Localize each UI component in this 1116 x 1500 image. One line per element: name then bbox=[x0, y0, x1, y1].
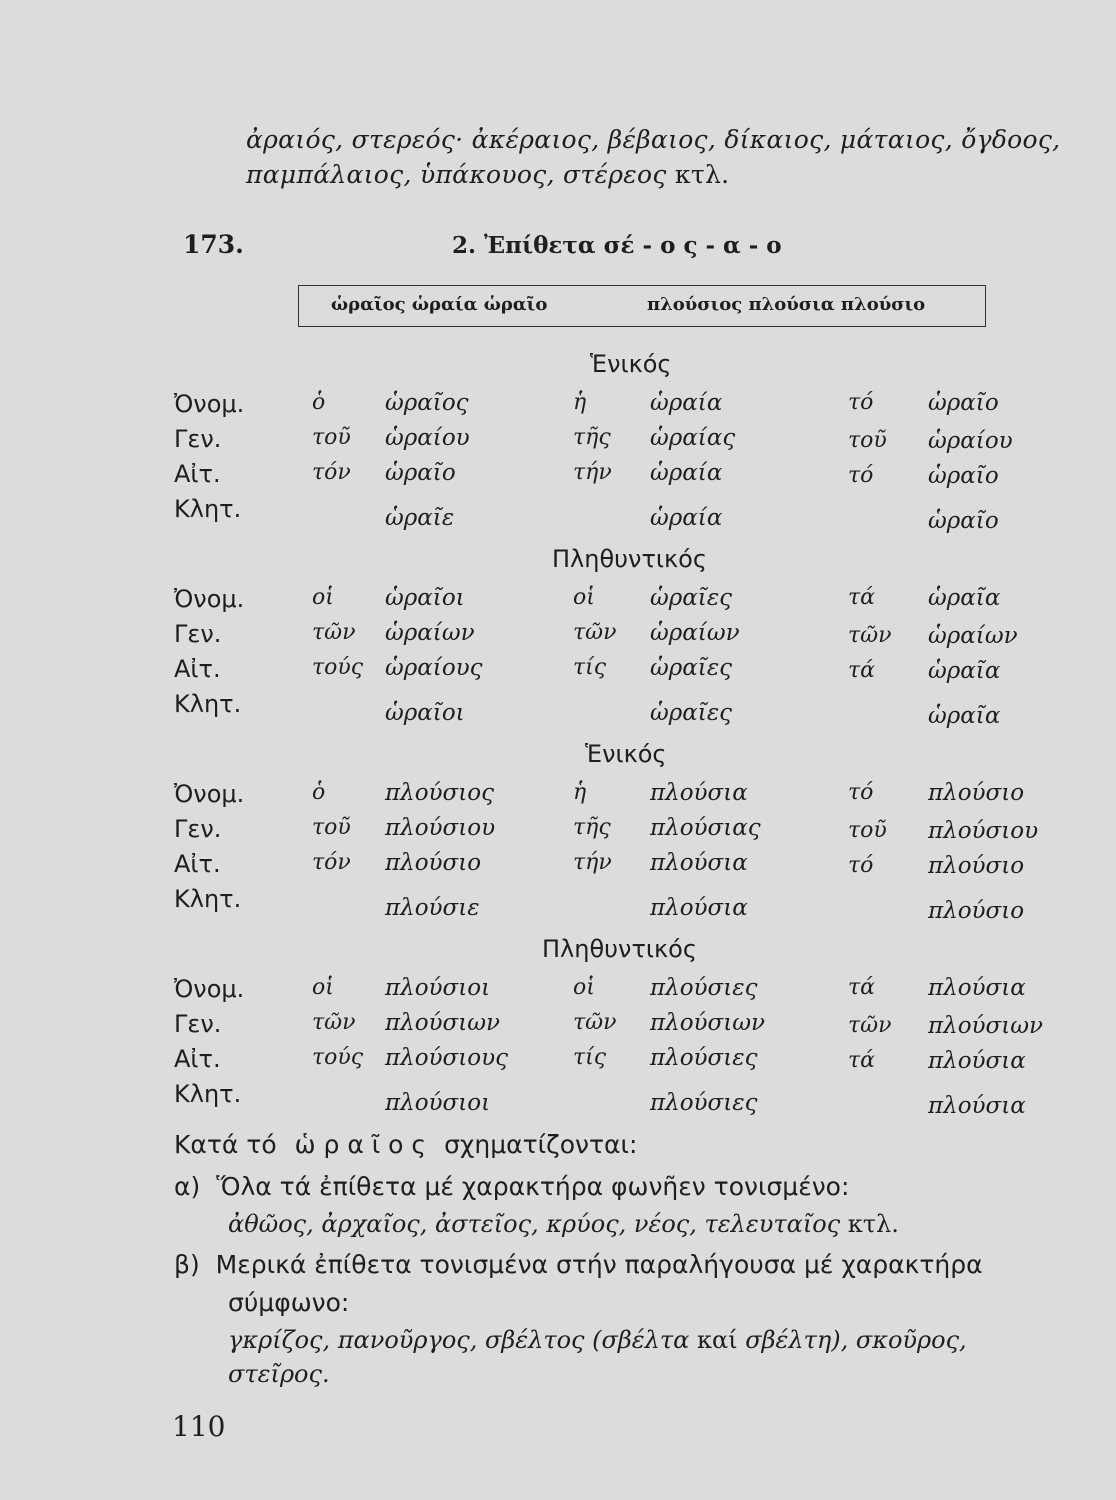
form-cell: ὡραῖα bbox=[928, 658, 1001, 684]
form-cell: πλούσιε bbox=[385, 895, 480, 921]
article-cell: τοῦ bbox=[848, 818, 887, 843]
article-cell: τό bbox=[848, 780, 874, 805]
article-cell: τῶν bbox=[573, 1010, 617, 1035]
rule-a-text: Ὅλα τά ἐπίθετα μέ χαρακτήρα φωνῆεν τονισμένο: bbox=[216, 1172, 850, 1201]
article-cell: οἱ bbox=[312, 585, 334, 610]
form-cell: πλούσια bbox=[928, 1048, 1026, 1074]
rule-b bbox=[174, 1250, 983, 1279]
form-cell: πλούσιων bbox=[650, 1010, 765, 1036]
case-label: Κλητ. bbox=[174, 885, 242, 913]
form-cell: ὡραίων bbox=[650, 620, 740, 646]
form-cell: ὡραῖος bbox=[385, 390, 469, 416]
case-label: Γεν. bbox=[174, 1010, 222, 1038]
form-cell: πλούσια bbox=[650, 780, 748, 806]
form-cell: πλούσιων bbox=[928, 1013, 1043, 1039]
form-cell: πλούσιες bbox=[650, 1090, 758, 1116]
form-cell: ὡραῖες bbox=[650, 700, 733, 726]
rule-a-examples bbox=[228, 1210, 899, 1238]
article-cell: τά bbox=[848, 1048, 876, 1073]
form-cell: ὡραῖο bbox=[928, 508, 999, 534]
number-header: Ἑνικός bbox=[585, 740, 667, 768]
rule-b-text-line2: σύμφωνο: bbox=[228, 1288, 350, 1317]
form-cell: ὡραῖα bbox=[928, 585, 1001, 611]
article-cell: τῶν bbox=[848, 623, 892, 648]
article-cell: οἱ bbox=[573, 975, 595, 1000]
form-cell: πλούσιος bbox=[385, 780, 494, 806]
rule-b-examples-a: γκρίζος, πανοῦργος, σβέλτος (σβέλτα bbox=[228, 1326, 690, 1354]
form-cell: ὡραίων bbox=[385, 620, 475, 646]
form-cell: ὡραῖοι bbox=[385, 585, 465, 611]
form-cell: ὡραῖες bbox=[650, 585, 733, 611]
article-cell: ἡ bbox=[573, 780, 587, 805]
form-cell: πλούσιου bbox=[928, 818, 1039, 844]
form-cell: πλούσιο bbox=[928, 853, 1025, 879]
case-label: Ὀνομ. bbox=[174, 390, 245, 418]
case-label: Αἰτ. bbox=[174, 1045, 221, 1073]
article-cell: τήν bbox=[573, 850, 612, 875]
case-label: Γεν. bbox=[174, 815, 222, 843]
article-cell: τῆς bbox=[573, 815, 611, 840]
case-label: Κλητ. bbox=[174, 690, 242, 718]
rules-intro-prefix: Κατά τό bbox=[174, 1130, 277, 1159]
article-cell: τήν bbox=[573, 460, 612, 485]
case-label: Ὀνομ. bbox=[174, 975, 245, 1003]
article-cell: τῶν bbox=[573, 620, 617, 645]
article-cell: τίς bbox=[573, 655, 607, 680]
form-cell: πλούσιο bbox=[928, 898, 1025, 924]
article-cell: ἡ bbox=[573, 390, 587, 415]
paradigm-box bbox=[298, 285, 986, 327]
form-cell: ὡραίους bbox=[385, 655, 483, 681]
form-cell: ὡραῖο bbox=[928, 463, 999, 489]
article-cell: τό bbox=[848, 390, 874, 415]
article-cell: ὁ bbox=[312, 780, 326, 805]
intro-line-2-suffix: κτλ. bbox=[674, 160, 730, 189]
case-label: Αἰτ. bbox=[174, 850, 221, 878]
form-cell: ὡραῖο bbox=[928, 390, 999, 416]
form-cell: ὡραῖοι bbox=[385, 700, 465, 726]
article-cell: τίς bbox=[573, 1045, 607, 1070]
article-cell: οἱ bbox=[573, 585, 595, 610]
rule-a-examples-words: ἀθῶος, ἀρχαῖος, ἀστεῖος, κρύος, νέος, τελευταῖος bbox=[228, 1210, 841, 1238]
form-cell: πλούσιους bbox=[385, 1045, 508, 1071]
rule-b-text-line1: Μερικά ἐπίθετα τονισμένα στήν παραλήγουσα μέ χαρακτήρα bbox=[215, 1250, 983, 1279]
form-cell: πλούσιο bbox=[385, 850, 482, 876]
intro-line-2-words: παμπάλαιος, ὑπάκουος, στέρεος bbox=[246, 160, 667, 189]
form-cell: ὡραίων bbox=[928, 623, 1018, 649]
article-cell: τῶν bbox=[312, 1010, 356, 1035]
case-label: Ὀνομ. bbox=[174, 585, 245, 613]
rule-b-examples-b: καί bbox=[696, 1326, 738, 1354]
form-cell: ὡραία bbox=[650, 460, 723, 486]
form-cell: ὡραίου bbox=[385, 425, 470, 451]
article-cell: τό bbox=[848, 853, 874, 878]
article-cell: ὁ bbox=[312, 390, 326, 415]
number-header: Πληθυντικός bbox=[552, 545, 707, 573]
form-cell: ὡραία bbox=[650, 505, 723, 531]
rule-b-examples-line2: στεῖρος. bbox=[228, 1360, 330, 1388]
form-cell: ὡραίου bbox=[928, 428, 1013, 454]
form-cell: πλούσια bbox=[650, 850, 748, 876]
case-label: Αἰτ. bbox=[174, 655, 221, 683]
paradigm-box-left: ὡραῖος ὡραία ὡραῖο bbox=[331, 294, 548, 315]
case-label: Αἰτ. bbox=[174, 460, 221, 488]
form-cell: ὡραῖες bbox=[650, 655, 733, 681]
form-cell: ὡραία bbox=[650, 390, 723, 416]
article-cell: τά bbox=[848, 658, 876, 683]
article-cell: οἱ bbox=[312, 975, 334, 1000]
article-cell: τά bbox=[848, 975, 876, 1000]
form-cell: πλούσια bbox=[928, 1093, 1026, 1119]
form-cell: πλούσιο bbox=[928, 780, 1025, 806]
case-label: Γεν. bbox=[174, 425, 222, 453]
article-cell: τόν bbox=[312, 850, 351, 875]
form-cell: ὡραίας bbox=[650, 425, 736, 451]
article-cell: τόν bbox=[312, 460, 351, 485]
case-label: Ὀνομ. bbox=[174, 780, 245, 808]
intro-line-1: ἀραιός, στερεός· ἀκέραιος, βέβαιος, δίκαιος, μάταιος, ὄγδοος, bbox=[246, 125, 1061, 154]
form-cell: πλούσιων bbox=[385, 1010, 500, 1036]
article-cell: τό bbox=[848, 463, 874, 488]
article-cell: τῶν bbox=[848, 1013, 892, 1038]
rule-a-label: α) bbox=[174, 1172, 201, 1201]
form-cell: ὡραῖο bbox=[385, 460, 456, 486]
case-label: Κλητ. bbox=[174, 1080, 242, 1108]
form-cell: πλούσιας bbox=[650, 815, 761, 841]
article-cell: τοῦ bbox=[848, 428, 887, 453]
article-cell: τά bbox=[848, 585, 876, 610]
article-cell: τοῦ bbox=[312, 425, 351, 450]
article-cell: τούς bbox=[312, 1045, 364, 1070]
article-cell: τῶν bbox=[312, 620, 356, 645]
page-number: 110 bbox=[172, 1410, 226, 1443]
form-cell: πλούσια bbox=[650, 895, 748, 921]
form-cell: ὡραῖε bbox=[385, 505, 455, 531]
form-cell: πλούσιες bbox=[650, 1045, 758, 1071]
form-cell: πλούσιοι bbox=[385, 975, 491, 1001]
article-cell: τοῦ bbox=[312, 815, 351, 840]
case-label: Κλητ. bbox=[174, 495, 242, 523]
rule-b-examples-c: σβέλτη), σκοῦρος, bbox=[745, 1326, 967, 1354]
intro-line-2 bbox=[246, 160, 729, 189]
form-cell: πλούσιου bbox=[385, 815, 496, 841]
rules-intro-suffix: σχηματίζονται: bbox=[444, 1130, 638, 1159]
form-cell: πλούσιες bbox=[650, 975, 758, 1001]
rule-a bbox=[174, 1172, 849, 1201]
paradigm-box-right: πλούσιος πλούσια πλούσιο bbox=[647, 294, 926, 315]
case-label: Γεν. bbox=[174, 620, 222, 648]
rule-a-examples-suffix: κτλ. bbox=[847, 1210, 899, 1238]
form-cell: πλούσιοι bbox=[385, 1090, 491, 1116]
number-header: Πληθυντικός bbox=[542, 935, 697, 963]
rules-intro-word: ὡ ρ α ῖ ο ς bbox=[294, 1130, 427, 1159]
rule-b-examples-line1 bbox=[228, 1326, 967, 1354]
rule-b-label: β) bbox=[174, 1250, 200, 1279]
form-cell: πλούσια bbox=[928, 975, 1026, 1001]
section-title: 2. Ἐπίθετα σέ - ο ς - α - ο bbox=[452, 232, 782, 259]
form-cell: ὡραῖα bbox=[928, 703, 1001, 729]
article-cell: τῆς bbox=[573, 425, 611, 450]
article-cell: τούς bbox=[312, 655, 364, 680]
rules-intro bbox=[174, 1130, 637, 1159]
section-number: 173. bbox=[183, 230, 244, 259]
number-header: Ἑνικός bbox=[590, 350, 672, 378]
